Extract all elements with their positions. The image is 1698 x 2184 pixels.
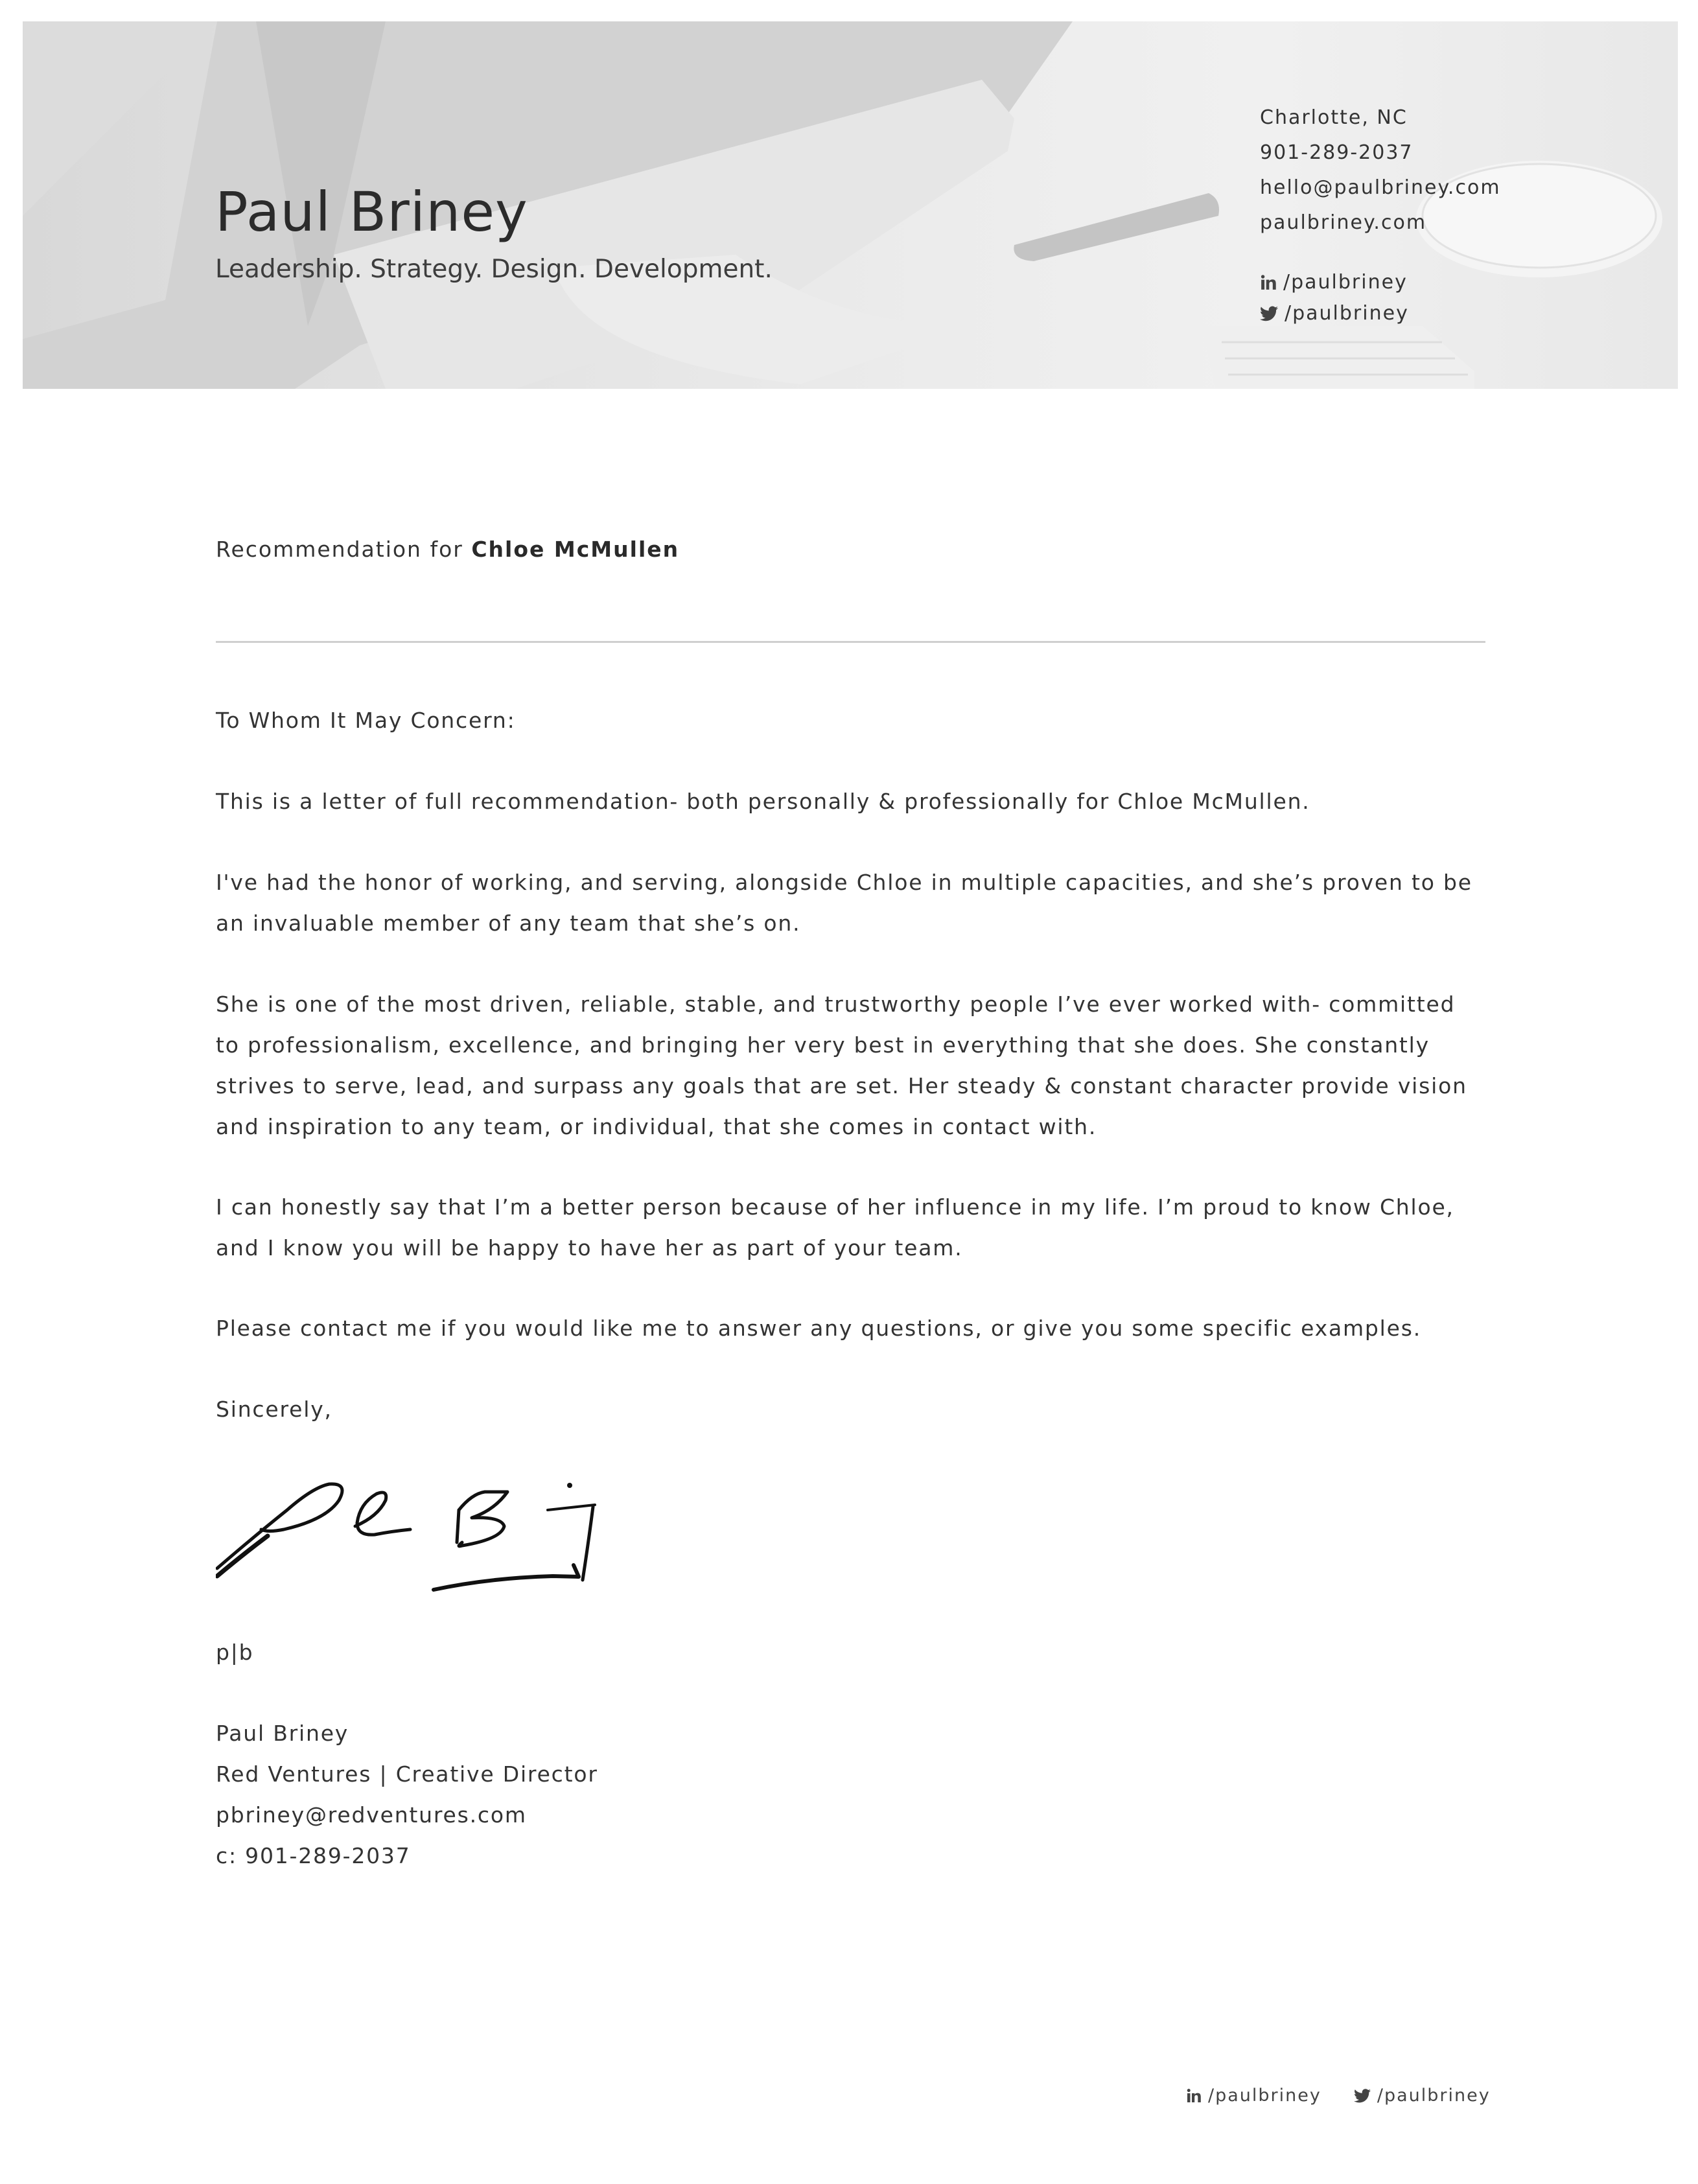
twitter-icon xyxy=(1354,2089,1371,2103)
tagline: Leadership. Strategy. Design. Development. xyxy=(215,255,773,284)
header-linkedin-handle: /paulbriney xyxy=(1283,271,1408,294)
letter-paragraph: She is one of the most driven, reliable, stable, and trustworthy people I’ve ever worked with- committed to professionalism, excellence, and bringing her very best in everything that she does. She constantly strives to serve, lead, and surpass any goals that are set. Her steady & constant character provide vision and inspiration to any team, or individual, that she comes in contact with. xyxy=(216,992,1467,1139)
linkedin-icon xyxy=(1186,2088,1202,2104)
letter-paragraph: I can honestly say that I’m a better person because of her influence in my life. I’m proud to know Chloe, and I know you will be happy to have her as part of your team. xyxy=(216,1194,1454,1260)
subject-prefix: Recommendation for xyxy=(216,537,472,562)
linkedin-icon xyxy=(1260,274,1277,291)
contact-email[interactable]: hello@paulbriney.com xyxy=(1260,176,1501,199)
signer-title: Red Ventures | Creative Director xyxy=(216,1761,598,1787)
subject-name: Chloe McMullen xyxy=(471,537,680,562)
page-title: Paul Briney xyxy=(215,180,528,244)
footer-linkedin-handle: /paulbriney xyxy=(1208,2085,1321,2106)
header-banner xyxy=(23,21,1678,389)
header-linkedin-link[interactable] xyxy=(1260,267,1501,298)
signer-phone[interactable]: c: 901-289-2037 xyxy=(216,1843,411,1868)
footer-twitter-link[interactable] xyxy=(1354,2085,1491,2106)
closing: Sincerely, xyxy=(216,1397,332,1422)
letter-paragraph: I've had the honor of working, and serving, alongside Chloe in multiple capacities, and she’s proven to be an invaluable member of any team that she’s on. xyxy=(216,870,1472,936)
header-twitter-link[interactable] xyxy=(1260,298,1501,329)
contact-info xyxy=(1260,100,1501,329)
letter-paragraph: This is a letter of full recommendation- both personally & professionally for Chloe McMullen. xyxy=(216,789,1310,814)
header-social-links xyxy=(1260,267,1501,329)
letter-subject xyxy=(216,537,679,562)
letter-paragraph: Please contact me if you would like me to answer any questions, or give you some specific examples. xyxy=(216,1316,1422,1341)
footer-twitter-handle: /paulbriney xyxy=(1377,2085,1491,2106)
contact-location: Charlotte, NC xyxy=(1260,106,1408,129)
twitter-icon xyxy=(1260,305,1278,322)
salutation: To Whom It May Concern: xyxy=(216,708,516,733)
handwritten-signature xyxy=(216,1465,618,1607)
contact-phone[interactable]: 901-289-2037 xyxy=(1260,141,1413,164)
header-twitter-handle: /paulbriney xyxy=(1285,302,1409,325)
footer-social-links xyxy=(1186,2085,1491,2106)
footer-linkedin-link[interactable] xyxy=(1186,2085,1321,2106)
signer-name: Paul Briney xyxy=(216,1721,349,1746)
signature-block xyxy=(216,1713,598,1876)
contact-website[interactable]: paulbriney.com xyxy=(1260,211,1427,234)
signature-initials: p|b xyxy=(216,1640,254,1665)
divider xyxy=(216,641,1485,643)
signer-email[interactable]: pbriney@redventures.com xyxy=(216,1802,527,1828)
